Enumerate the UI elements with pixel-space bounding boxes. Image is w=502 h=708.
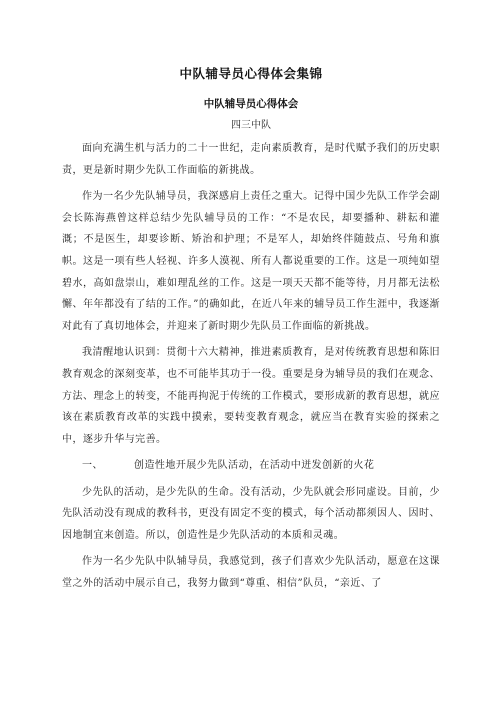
body-paragraph-1: 面向充满生机与活力的二十一世纪，走向素质教育，是时代赋予我们的历史职责，更是新时期少先队工作面临的新挑战。	[62, 143, 440, 176]
section-heading-1	[62, 455, 440, 477]
document-body	[62, 138, 440, 595]
document-title: 中队辅导员心得体会集锦	[179, 66, 323, 81]
body-paragraph-4: 少先队的活动，是少先队的生命。没有活动，少先队就会形同虚设。目前，少先队活动没有现成的教科书，更没有固定不变的模式，每个活动都须因人、因时、因地制宜来创造。所以，创造性是少先队活动的本质和灵魂。	[62, 486, 440, 541]
section-heading-text: 创造性地开展少先队活动，在活动中迸发创新的火花	[134, 460, 375, 472]
body-paragraph-5: 作为一名少先队中队辅导员，我感觉到，孩子们喜欢少先队活动，愿意在这课堂之外的活动中展示自己，我努力做到“尊重、相信”队员，“亲近、了	[62, 556, 440, 589]
body-paragraph-2: 作为一名少先队辅导员，我深感肩上责任之重大。记得中国少先队工作学会副会长陈海燕曾这样总结少先队辅导员的工作：“不是农民，却要播种、耕耘和灌溉；不是医生，却要诊断、矫治和护理；不是军人，却始终伴随鼓点、号角和旗帜。这是一项有些人轻视、许多人漠视、所有人都说重要的工作。这是一项纯如望碧水，高如盘崇山，难如理乱丝的工作。这是一项天天都不能等待，月月都无法松懈、年年都没有了结的工作。”的确如此，在近八年来的辅导员工作生涯中，我逐渐对此有了真切地体会，并迎来了新时期少先队员工作面临的新挑战。	[62, 190, 440, 333]
author-line: 四三中队	[231, 120, 271, 131]
body-paragraph-3: 我清醒地认识到：贯彻十六大精神，推进素质教育，是对传统教育思想和陈旧教育观念的深刻变革，也不可能毕其功于一役。重要是身为辅导员的我们在观念、方法、理念上的转变，不能再拘泥于传统的工作模式，要形成新的教育思想，就应该在素质教育改革的实践中摸索，要转变教育观念，就应当在教育实验的探索之中，逐步升华与完善。	[62, 347, 440, 446]
section-subtitle: 中队辅导员心得体会	[203, 98, 299, 110]
section-number: 一、	[82, 460, 103, 472]
